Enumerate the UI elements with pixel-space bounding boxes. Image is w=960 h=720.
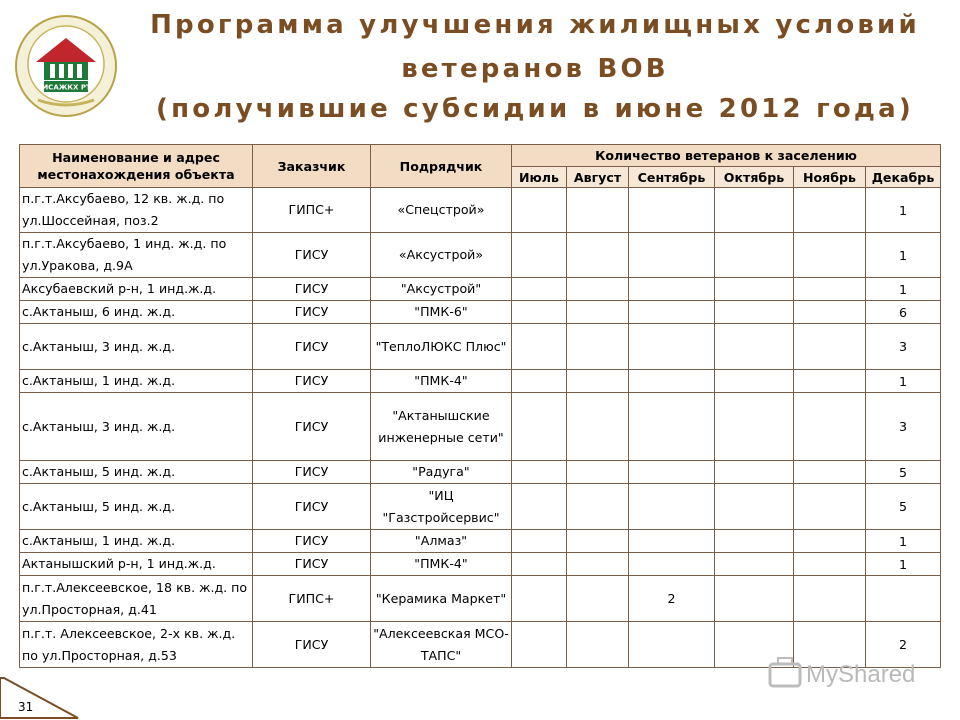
row-customer-cell: ГИСУ — [253, 233, 371, 278]
row-customer-cell: ГИСУ — [253, 553, 371, 576]
title-line-1: Программа улучшения жилищных условий — [150, 10, 920, 40]
header-month: Сентябрь — [629, 167, 715, 188]
row-month-cell: 1 — [866, 370, 941, 393]
row-month-cell — [629, 530, 715, 553]
row-name-cell: п.г.т.Аксубаево, 1 инд. ж.д. по ул.Уракова, д.9А — [20, 233, 253, 278]
row-month-cell — [567, 461, 629, 484]
row-month-cell — [512, 484, 567, 530]
row-month-cell — [629, 324, 715, 370]
row-customer-cell: ГИСУ — [253, 278, 371, 301]
row-month-cell — [629, 553, 715, 576]
row-contractor-cell: "Актанышские инженерные сети" — [371, 393, 512, 461]
row-month-cell — [794, 530, 866, 553]
row-name-cell: п.г.т.Алексеевское, 18 кв. ж.д. по ул.Просторная, д.41 — [20, 576, 253, 622]
header-contractor: Подрядчик — [371, 145, 512, 188]
header-month: Декабрь — [866, 167, 941, 188]
header-month: Ноябрь — [794, 167, 866, 188]
table-row — [20, 393, 941, 461]
row-customer-cell: ГИПС+ — [253, 188, 371, 233]
table-row — [20, 188, 941, 233]
table-row — [20, 461, 941, 484]
row-month-cell — [794, 278, 866, 301]
row-month-cell — [567, 576, 629, 622]
row-month-cell — [512, 530, 567, 553]
row-month-cell — [794, 393, 866, 461]
row-month-cell — [567, 530, 629, 553]
table-row — [20, 553, 941, 576]
row-month-cell — [794, 233, 866, 278]
table-row — [20, 576, 941, 622]
row-customer-cell: ГИПС+ — [253, 576, 371, 622]
row-customer-cell: ГИСУ — [253, 324, 371, 370]
row-month-cell — [567, 484, 629, 530]
table-row — [20, 278, 941, 301]
row-month-cell — [629, 301, 715, 324]
row-month-cell: 3 — [866, 324, 941, 370]
row-customer-cell: ГИСУ — [253, 301, 371, 324]
row-name-cell: с.Актаныш, 5 инд. ж.д. — [20, 461, 253, 484]
row-month-cell: 6 — [866, 301, 941, 324]
row-month-cell — [629, 622, 715, 668]
row-name-cell: п.г.т. Алексеевское, 2-х кв. ж.д. по ул.Просторная, д.53 — [20, 622, 253, 668]
row-month-cell — [866, 576, 941, 622]
row-month-cell — [512, 301, 567, 324]
row-month-cell — [629, 393, 715, 461]
row-month-cell — [512, 324, 567, 370]
row-month-cell — [715, 553, 794, 576]
header-month: Июль — [512, 167, 567, 188]
row-month-cell — [715, 393, 794, 461]
row-customer-cell: ГИСУ — [253, 622, 371, 668]
row-month-cell — [629, 370, 715, 393]
row-contractor-cell: "ПМК-4" — [371, 553, 512, 576]
row-month-cell — [715, 530, 794, 553]
row-month-cell: 1 — [866, 188, 941, 233]
title-line-3: (получившие субсидии в июне 2012 года) — [156, 94, 914, 124]
row-name-cell: с.Актаныш, 3 инд. ж.д. — [20, 393, 253, 461]
row-customer-cell: ГИСУ — [253, 370, 371, 393]
row-month-cell — [715, 278, 794, 301]
row-month-cell — [567, 324, 629, 370]
row-month-cell: 1 — [866, 233, 941, 278]
row-name-cell: с.Актаныш, 5 инд. ж.д. — [20, 484, 253, 530]
row-contractor-cell: "Керамика Маркет" — [371, 576, 512, 622]
row-month-cell — [794, 188, 866, 233]
table-row — [20, 484, 941, 530]
row-contractor-cell: «Аксустрой» — [371, 233, 512, 278]
header-month: Октябрь — [715, 167, 794, 188]
page-number: 31 — [18, 700, 34, 714]
row-month-cell — [512, 553, 567, 576]
row-contractor-cell: "Радуга" — [371, 461, 512, 484]
row-month-cell — [567, 553, 629, 576]
row-month-cell: 1 — [866, 553, 941, 576]
row-name-cell: п.г.т.Аксубаево, 12 кв. ж.д. по ул.Шоссейная, поз.2 — [20, 188, 253, 233]
row-month-cell — [629, 278, 715, 301]
row-contractor-cell: «Спецстрой» — [371, 188, 512, 233]
row-name-cell: Актанышский р-н, 1 инд.ж.д. — [20, 553, 253, 576]
row-month-cell — [567, 622, 629, 668]
row-customer-cell: ГИСУ — [253, 461, 371, 484]
row-month-cell — [512, 188, 567, 233]
row-month-cell — [715, 324, 794, 370]
title-line-2: ветеранов ВОВ — [401, 54, 669, 84]
row-contractor-cell: "ИЦ "Газстройсервис" — [371, 484, 512, 530]
row-contractor-cell: "Алексеевская МСО-ТАПС" — [371, 622, 512, 668]
header-name: Наименование и адрес местонахождения объекта — [20, 145, 253, 188]
row-month-cell — [567, 233, 629, 278]
row-month-cell — [629, 188, 715, 233]
row-month-cell — [512, 233, 567, 278]
row-month-cell — [794, 324, 866, 370]
row-customer-cell: ГИСУ — [253, 484, 371, 530]
table-row — [20, 233, 941, 278]
row-contractor-cell: "ПМК-4" — [371, 370, 512, 393]
header-veterans-count: Количество ветеранов к заселению — [512, 145, 941, 167]
row-month-cell: 1 — [866, 278, 941, 301]
row-month-cell — [512, 370, 567, 393]
row-month-cell: 5 — [866, 461, 941, 484]
row-month-cell — [715, 576, 794, 622]
row-month-cell — [794, 461, 866, 484]
row-month-cell — [794, 370, 866, 393]
table-row — [20, 301, 941, 324]
row-month-cell — [629, 461, 715, 484]
row-month-cell — [715, 233, 794, 278]
row-month-cell — [715, 370, 794, 393]
row-month-cell: 3 — [866, 393, 941, 461]
table-body — [20, 188, 941, 668]
row-name-cell: с.Актаныш, 3 инд. ж.д. — [20, 324, 253, 370]
row-month-cell — [794, 576, 866, 622]
row-contractor-cell: "ТеплоЛЮКС Плюс" — [371, 324, 512, 370]
page-corner-marker — [0, 676, 80, 720]
row-month-cell — [512, 622, 567, 668]
row-name-cell: с.Актаныш, 1 инд. ж.д. — [20, 370, 253, 393]
header-customer: Заказчик — [253, 145, 371, 188]
row-month-cell — [567, 393, 629, 461]
row-month-cell — [512, 576, 567, 622]
row-month-cell — [512, 393, 567, 461]
table-row — [20, 324, 941, 370]
watermark-text: MyShared — [806, 661, 916, 688]
row-month-cell: 5 — [866, 484, 941, 530]
row-name-cell: с.Актаныш, 6 инд. ж.д. — [20, 301, 253, 324]
row-month-cell — [715, 461, 794, 484]
row-month-cell: 1 — [866, 530, 941, 553]
row-month-cell — [567, 188, 629, 233]
row-month-cell — [629, 233, 715, 278]
row-month-cell: 2 — [629, 576, 715, 622]
row-month-cell — [715, 484, 794, 530]
ministry-logo — [14, 14, 118, 118]
row-month-cell — [512, 278, 567, 301]
veterans-table — [19, 144, 941, 668]
row-month-cell — [567, 278, 629, 301]
row-month-cell — [567, 301, 629, 324]
row-month-cell — [715, 188, 794, 233]
row-month-cell — [794, 553, 866, 576]
row-name-cell: с.Актаныш, 1 инд. ж.д. — [20, 530, 253, 553]
row-month-cell — [512, 461, 567, 484]
row-name-cell: Аксубаевский р-н, 1 инд.ж.д. — [20, 278, 253, 301]
table-row — [20, 530, 941, 553]
row-contractor-cell: "Алмаз" — [371, 530, 512, 553]
row-month-cell: 2 — [866, 622, 941, 668]
row-month-cell — [715, 301, 794, 324]
row-contractor-cell: "Аксустрой" — [371, 278, 512, 301]
table-row — [20, 370, 941, 393]
row-month-cell — [567, 370, 629, 393]
row-month-cell — [629, 484, 715, 530]
row-contractor-cell: "ПМК-6" — [371, 301, 512, 324]
header-month: Август — [567, 167, 629, 188]
row-customer-cell: ГИСУ — [253, 530, 371, 553]
row-customer-cell: ГИСУ — [253, 393, 371, 461]
logo-text: МСАЖКХ РТ — [41, 83, 91, 92]
row-month-cell — [794, 484, 866, 530]
row-month-cell — [794, 301, 866, 324]
